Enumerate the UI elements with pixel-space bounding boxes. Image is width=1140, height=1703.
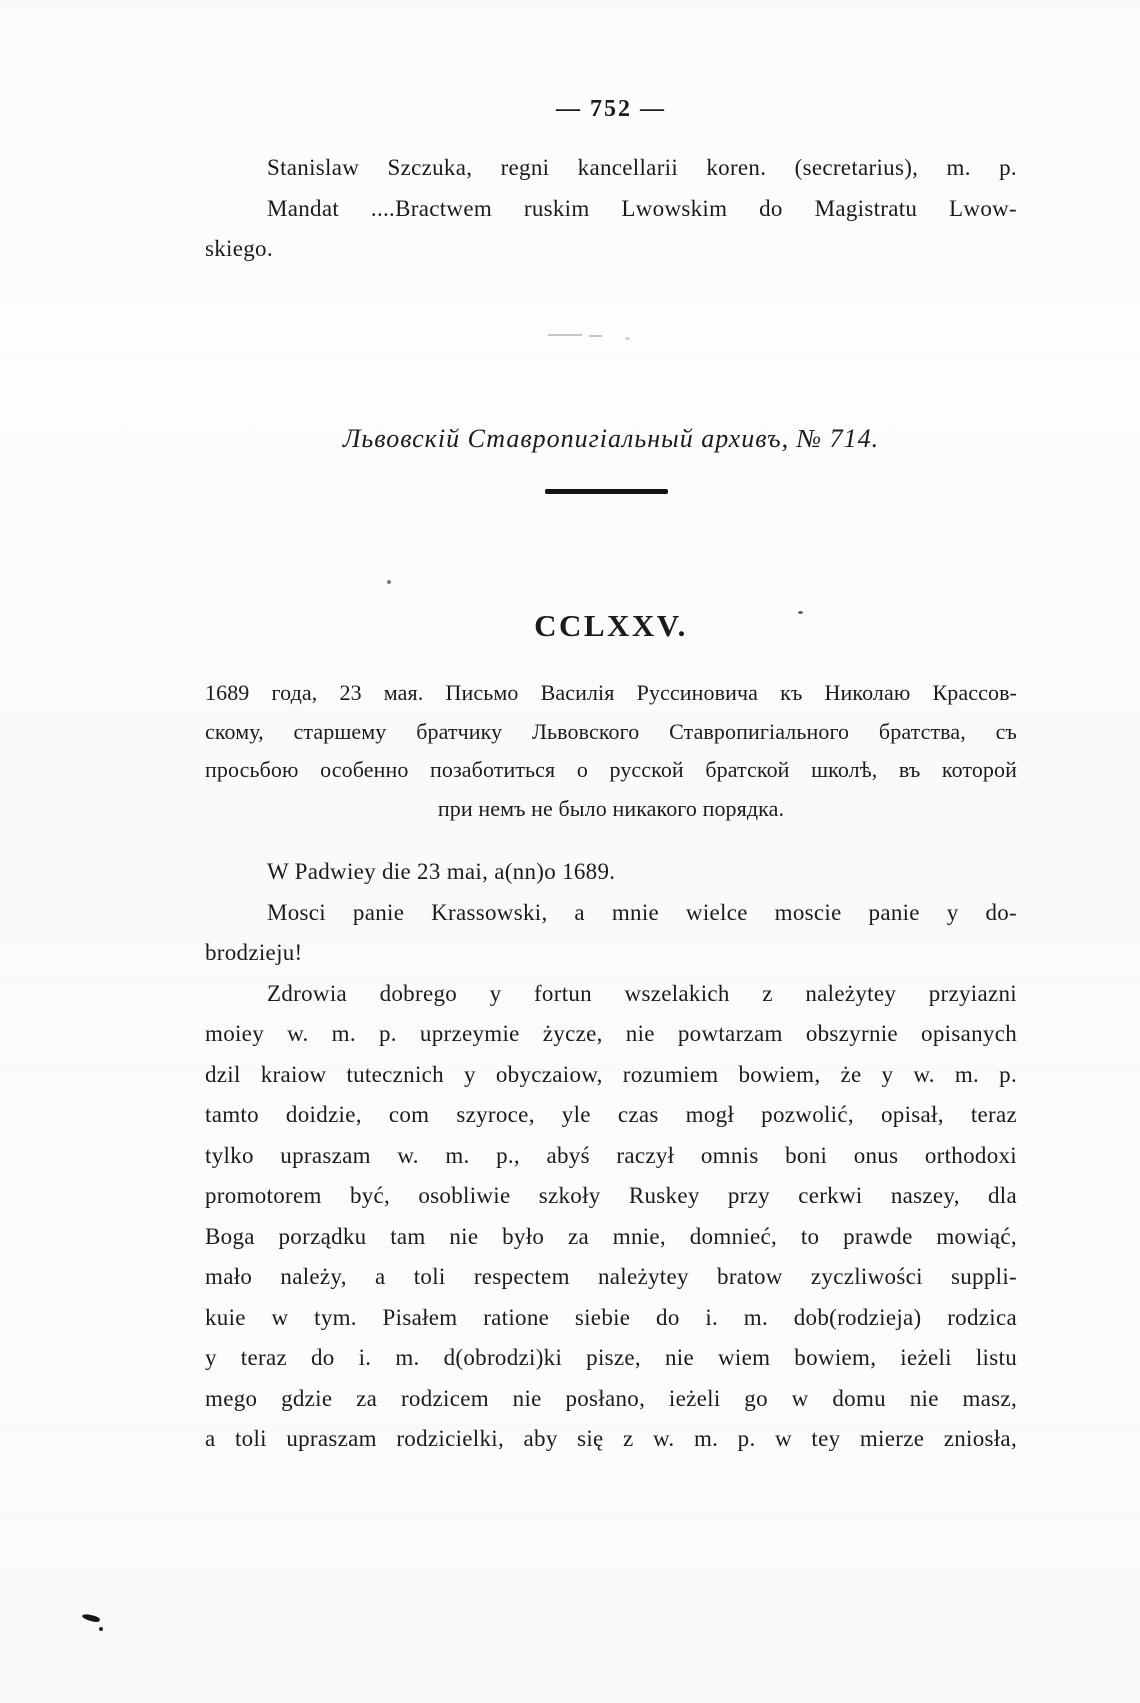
letter-line: tylko upraszam w. m. p., abyś raczył omnis boni onus orthodoxi <box>205 1142 1017 1168</box>
intro-line: Stanislaw Szczuka, regni kancellarii koren. (secretarius), m. p. <box>267 155 1017 180</box>
letter-line: promotorem być, osobliwie szkoły Ruskey przy cerkwi naszey, dla <box>205 1183 1017 1208</box>
summary-line: просьбою особенно позаботиться о русской братской школѣ, въ которой <box>205 757 1017 782</box>
ink-blot <box>82 1613 101 1624</box>
letter-line: y teraz do i. m. d(obrodzi)ki pisze, nie wiem bowiem, ieżeli listu <box>205 1345 1017 1370</box>
letter-line: moiey w. m. p. uprzeymie życze, nie powtarzam obszyrnie opisanych <box>205 1021 1017 1046</box>
intro-line: Mandat ....Bractwem ruskim Lwowskim do Magistratu Lwow- <box>267 195 1017 221</box>
letter-line: mego gdzie za rodzicem nie posłano, ieżeli go w domu nie masz, <box>205 1385 1017 1411</box>
summary-paragraph <box>205 674 1017 828</box>
summary-line: 1689 года, 23 мая. Письмо Василія Руссиновича къ Николаю Крассов- <box>205 680 1017 705</box>
summary-line: скому, старшему братчику Львовского Ставропигіального братства, съ <box>205 718 1017 744</box>
ink-speck <box>387 580 391 584</box>
letter-line: Zdrowia dobrego y fortun wszelakich z należytey przyiazni <box>267 980 1017 1006</box>
letter-dateline: W Padwiey die 23 mai, a(nn)o 1689. <box>267 859 616 884</box>
intro-line: skiego. <box>205 236 273 261</box>
letter-line: brodzieju! <box>205 940 303 965</box>
section-heading: CCLXXV. <box>534 608 688 643</box>
scan-streak <box>548 334 582 336</box>
summary-line: при немъ не было никакого порядка. <box>437 795 785 821</box>
letter-line: kuie w tym. Pisałem ratione siebie do i. m. dob(rodzieja) rodzica <box>205 1304 1017 1330</box>
letter-line: Mosci panie Krassowski, a mnie wielce moscie panie y do- <box>267 899 1017 925</box>
letter-line: tamto doidzie, com szyroce, yle czas mogł pozwolić, opisał, teraz <box>205 1102 1017 1127</box>
scan-speck <box>625 337 630 340</box>
letter-line: a toli upraszam rodzicielki, aby się z w. m. p. w tey mierze zniosła, <box>205 1426 1017 1451</box>
letter-line: dzil kraiow tutecznich y obyczaiow, rozumiem bowiem, że y w. m. p. <box>205 1061 1017 1087</box>
intro-paragraph <box>205 148 1017 270</box>
ink-speck <box>99 1627 103 1631</box>
archive-reference: Львовскій Ставропигіальный архивъ, № 714. <box>342 424 880 453</box>
page-number: — 752 — <box>556 96 666 122</box>
letter-line: Boga porządku tam nie było za mnie, domnieć, to prawde mowiąć, <box>205 1223 1017 1249</box>
scan-streak <box>589 335 602 337</box>
letter-line: mało należy, a toli respectem należytey bratow zyczliwości suppli- <box>205 1264 1017 1289</box>
divider-rule <box>545 489 668 494</box>
letter-body <box>205 852 1017 1460</box>
